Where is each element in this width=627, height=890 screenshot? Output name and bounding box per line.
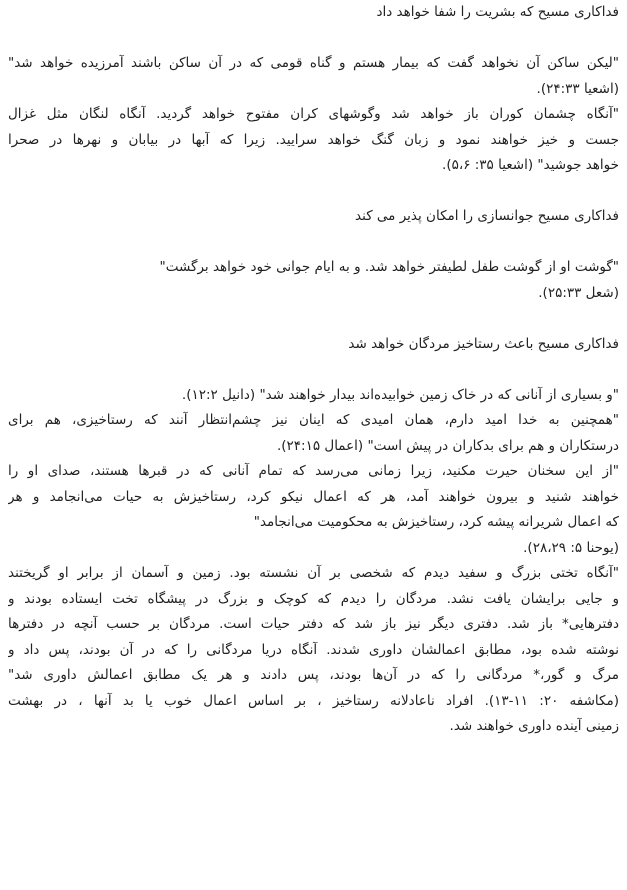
quote-line: "لیکن ساکن آن نخواهد گفت که بیمار هستم و گناه قومی که در آن ساکن باشند آمرزیده خواهد شد" [8, 55, 619, 71]
closing-line: زمینی آینده داوری خواهند شد. [449, 718, 619, 734]
quote-line: "آنگاه چشمان کوران باز خواهد شد وگوشهای کران مفتوح خواهد گردید. آنگاه لنگان مثل غزال [8, 106, 619, 122]
quote-line: "همچنین به خدا امید دارم، همان امیدی که اینان نیز چشم‌انتظار آنند که رستاخیزی، هم برای [8, 412, 619, 428]
citation-line: درستکاران و هم برای بدکاران در پیش است" (اعمال ۲۴:۱۵). [276, 437, 619, 454]
spacer [8, 306, 619, 332]
quote-line: مرگ و گور،* مردگانی را که در آن‌ها بودند، پس دادند و هر یک مطابق اعمالش داوری شد" [8, 667, 619, 683]
citation-line: (اشعیا ۲۴:۳۳). [536, 80, 619, 97]
section-heading-rejuvenation: فداکاری مسیح جوانسازی را امکان پذیر می کند [355, 208, 619, 224]
quote-line: خواهند شنید و بیرون خواهند آمد، هر که اعمال نیکو کرد، رستاخیزش به حیات می‌انجامد و هر [8, 488, 619, 505]
citation-line: (مکاشفه ۲۰: ۱۱-۱۳). افراد ناعادلانه رستاخیز ، بر اساس اعمال خوب یا بد آنها ، در بهشت [8, 692, 619, 709]
citation-line: خواهد جوشید" (اشعیا ۳۵: ۵،۶). [442, 157, 619, 173]
spacer [8, 26, 619, 52]
spacer [8, 179, 619, 205]
spacer [8, 230, 619, 256]
section-heading-resurrection: فداکاری مسیح باعث رستاخیز مردگان خواهد شد [348, 335, 619, 352]
citation-line: (شعل ۲۵:۳۳). [538, 284, 619, 301]
quote-line: و جایی برایشان یافت نشد. مردگان را دیدم که کوچک و بزرگ در پیشگاه تخت ایستاده بودند و [8, 590, 619, 607]
citation-line: (یوحنا ۵: ۲۸،۲۹). [523, 539, 619, 556]
section-heading-healing: فداکاری مسیح که بشریت را شفا خواهد داد [376, 4, 619, 20]
quote-line: "گوشت او از گوشت طفل لطیفتر خواهد شد. و به ایام جوانی خود خواهد برگشت" [159, 259, 619, 275]
spacer [8, 357, 619, 383]
quote-line: "از این سخنان حیرت مکنید، زیرا زمانی می‌رسد که تمام آنانی که در قبرها هستند، صدای او را [8, 463, 619, 479]
quote-line: که اعمال شریرانه پیشه کرد، رستاخیزش به محکومیت می‌انجامد" [253, 514, 619, 530]
quote-line: جست و خیز خواهند نمود و زبان گنگ خواهد سرایید. زیرا که آبها در بیابان و نهرها در صحرا [8, 131, 619, 148]
quote-line: "و بسیاری از آنانی که در خاک زمین خوابیده‌اند بیدار خواهند شد" (دانیل ۱۲:۲). [181, 386, 619, 403]
quote-line: دفترهایی* باز شد. دفتری دیگر نیز باز شد که دفتر حیات است. مردگان بر حسب آنچه در دفترها [8, 616, 619, 632]
quote-line: "آنگاه تختی بزرگ و سفید دیدم که شخصی بر آن نشسته بود. زمین و آسمان از برابر او گریختند [8, 565, 619, 581]
quote-line: نوشته شده بود، مطابق اعمالشان داوری شدند. آنگاه دریا مردگانی را که در آن بودند، پس داد و [8, 641, 619, 658]
